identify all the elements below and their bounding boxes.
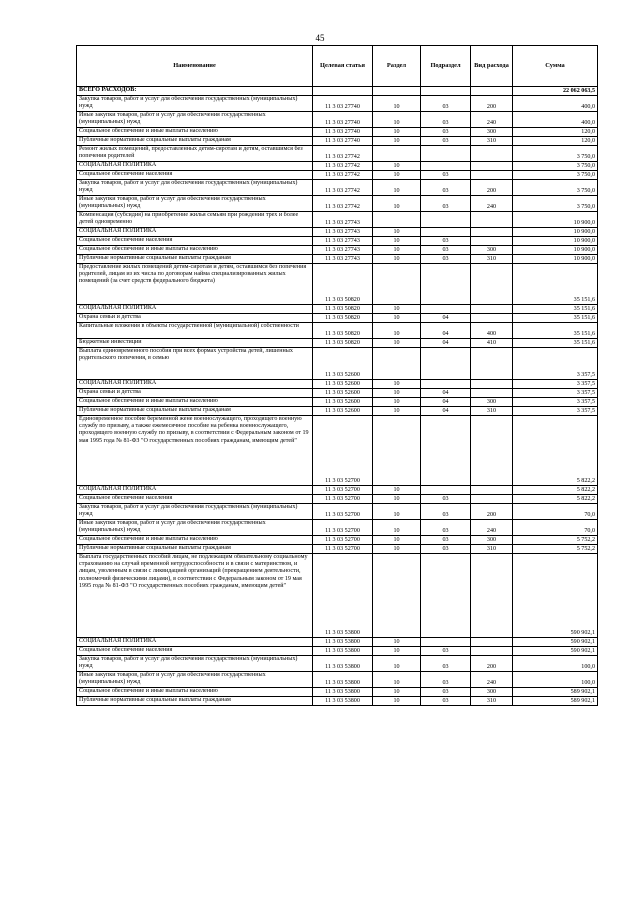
cell-amount: 589 902,1	[513, 697, 598, 706]
cell-amount: 35 151,6	[513, 314, 598, 323]
cell-subsection: 04	[421, 323, 471, 339]
table-row	[77, 407, 598, 416]
cell-article: 11 3 03 52600	[313, 380, 373, 389]
cell-section: 10	[373, 407, 421, 416]
cell-name: Социальное обеспечение населения	[77, 237, 313, 246]
cell-section	[373, 264, 421, 305]
table-row	[77, 96, 598, 112]
cell-subsection: 03	[421, 171, 471, 180]
cell-section: 10	[373, 323, 421, 339]
cell-subsection: 03	[421, 504, 471, 520]
table-row	[77, 688, 598, 697]
table-row	[77, 196, 598, 212]
cell-article: 11 3 03 52700	[313, 495, 373, 504]
cell-expense-type: 310	[471, 255, 513, 264]
cell-section: 10	[373, 162, 421, 171]
cell-article: 11 3 03 27742	[313, 146, 373, 162]
cell-name: Социальное обеспечение населения	[77, 647, 313, 656]
cell-section: 10	[373, 314, 421, 323]
cell-expense-type: 200	[471, 656, 513, 672]
cell-article: 11 3 03 53800	[313, 688, 373, 697]
table-row	[77, 162, 598, 171]
cell-name: Иные закупки товаров, работ и услуг для обеспечения государственных (муниципальных) нужд	[77, 196, 313, 212]
cell-expense-type: 200	[471, 504, 513, 520]
table-row	[77, 389, 598, 398]
cell-amount: 120,0	[513, 137, 598, 146]
cell-article: 11 3 03 27743	[313, 255, 373, 264]
cell-subsection	[421, 348, 471, 380]
cell-subsection: 04	[421, 339, 471, 348]
cell-section	[373, 348, 421, 380]
cell-name: Закупка товаров, работ и услуг для обеспечения государственных (муниципальных) нужд	[77, 180, 313, 196]
cell-name: СОЦИАЛЬНАЯ ПОЛИТИКА	[77, 228, 313, 237]
cell-amount: 3 750,0	[513, 171, 598, 180]
cell-subsection	[421, 264, 471, 305]
table-row	[77, 697, 598, 706]
cell-amount: 3 750,0	[513, 180, 598, 196]
table-row	[77, 228, 598, 237]
table-row	[77, 255, 598, 264]
cell-subsection	[421, 638, 471, 647]
cell-subsection	[421, 162, 471, 171]
table-header-row	[77, 46, 598, 87]
cell-expense-type: 300	[471, 536, 513, 545]
cell-name: Социальное обеспечение и иные выплаты населению	[77, 128, 313, 137]
cell-subsection	[421, 486, 471, 495]
cell-section: 10	[373, 137, 421, 146]
cell-subsection	[421, 416, 471, 486]
cell-expense-type: 300	[471, 128, 513, 137]
cell-article: 11 3 03 50820	[313, 264, 373, 305]
cell-expense-type: 310	[471, 697, 513, 706]
cell-expense-type	[471, 314, 513, 323]
cell-article: 11 3 03 50820	[313, 339, 373, 348]
cell-expense-type: 200	[471, 180, 513, 196]
cell-subsection	[421, 554, 471, 638]
cell-amount: 5 752,2	[513, 545, 598, 554]
cell-expense-type: 240	[471, 520, 513, 536]
cell-article: 11 3 03 27743	[313, 246, 373, 255]
cell-name: Ремонт жилых помещений, предоставленных детям-сиротам и детям, оставшимся без попечения родителей	[77, 146, 313, 162]
cell-subsection	[421, 146, 471, 162]
cell-subsection	[421, 228, 471, 237]
cell-name: Публичные нормативные социальные выплаты гражданам	[77, 407, 313, 416]
cell-amount: 5 752,2	[513, 536, 598, 545]
cell-article: 11 3 03 27743	[313, 228, 373, 237]
cell-expense-type: 300	[471, 688, 513, 697]
cell-amount: 35 151,6	[513, 264, 598, 305]
cell-name: СОЦИАЛЬНАЯ ПОЛИТИКА	[77, 305, 313, 314]
cell-section: 10	[373, 128, 421, 137]
table-row	[77, 380, 598, 389]
cell-expense-type	[471, 554, 513, 638]
cell-name: Компенсация (субсидия) на приобретение жилья семьям при рождении трех и более детей одновременно	[77, 212, 313, 228]
cell-section: 10	[373, 697, 421, 706]
cell-section: 10	[373, 545, 421, 554]
cell-amount: 35 151,6	[513, 305, 598, 314]
cell-expense-type	[471, 171, 513, 180]
cell-article: 11 3 03 27742	[313, 171, 373, 180]
cell-amount: 10 900,0	[513, 212, 598, 228]
cell-name: Предоставление жилых помещений детям-сиротам и детям, оставшимся без попечения родителей, лицам из их числа по договорам найма специализированных жилых помещений (за счет средств федерального бюджета)	[77, 264, 313, 305]
table-row	[77, 212, 598, 228]
cell-section: 10	[373, 255, 421, 264]
cell-article: 11 3 03 27740	[313, 96, 373, 112]
cell-section: 10	[373, 228, 421, 237]
cell-article: 11 3 03 53800	[313, 672, 373, 688]
cell-subsection: 03	[421, 112, 471, 128]
cell-name: ВСЕГО РАСХОДОВ:	[77, 87, 313, 96]
cell-amount: 3 357,5	[513, 407, 598, 416]
cell-subsection: 03	[421, 180, 471, 196]
cell-subsection: 03	[421, 536, 471, 545]
table-row	[77, 171, 598, 180]
cell-name: Социальное обеспечение и иные выплаты населению	[77, 398, 313, 407]
cell-amount: 590 902,1	[513, 554, 598, 638]
cell-expense-type: 300	[471, 398, 513, 407]
cell-amount: 120,0	[513, 128, 598, 137]
cell-amount: 22 062 063,5	[513, 87, 598, 96]
cell-name: Иные закупки товаров, работ и услуг для обеспечения государственных (муниципальных) нужд	[77, 672, 313, 688]
cell-name: Охрана семьи и детства	[77, 389, 313, 398]
cell-expense-type	[471, 228, 513, 237]
cell-name: СОЦИАЛЬНАЯ ПОЛИТИКА	[77, 486, 313, 495]
cell-expense-type	[471, 380, 513, 389]
cell-name: Бюджетные инвестиции	[77, 339, 313, 348]
cell-subsection: 03	[421, 672, 471, 688]
cell-subsection: 03	[421, 137, 471, 146]
cell-subsection	[421, 305, 471, 314]
cell-subsection: 03	[421, 96, 471, 112]
cell-amount: 3 357,5	[513, 348, 598, 380]
table-row	[77, 128, 598, 137]
cell-expense-type	[471, 495, 513, 504]
cell-amount: 590 902,1	[513, 647, 598, 656]
cell-amount: 3 750,0	[513, 146, 598, 162]
cell-article: 11 3 03 53800	[313, 656, 373, 672]
cell-article: 11 3 03 52700	[313, 536, 373, 545]
cell-subsection: 04	[421, 314, 471, 323]
cell-section: 10	[373, 171, 421, 180]
cell-name: Социальное обеспечение и иные выплаты населению	[77, 246, 313, 255]
table-row	[77, 87, 598, 96]
cell-section: 10	[373, 486, 421, 495]
cell-subsection: 03	[421, 255, 471, 264]
cell-expense-type	[471, 237, 513, 246]
cell-expense-type	[471, 647, 513, 656]
cell-expense-type	[471, 638, 513, 647]
header-name: Наименование	[77, 46, 313, 87]
cell-name: Социальное обеспечение населения	[77, 171, 313, 180]
cell-section: 10	[373, 647, 421, 656]
cell-expense-type: 240	[471, 672, 513, 688]
cell-article: 11 3 03 27743	[313, 237, 373, 246]
cell-section: 10	[373, 96, 421, 112]
table-row	[77, 638, 598, 647]
cell-name: Закупка товаров, работ и услуг для обеспечения государственных (муниципальных) нужд	[77, 96, 313, 112]
cell-amount: 3 357,5	[513, 389, 598, 398]
cell-expense-type	[471, 264, 513, 305]
cell-amount: 3 750,0	[513, 196, 598, 212]
cell-name: Социальное обеспечение населения	[77, 495, 313, 504]
cell-amount: 10 900,0	[513, 246, 598, 255]
cell-subsection	[421, 212, 471, 228]
cell-amount: 35 151,6	[513, 339, 598, 348]
cell-name: Социальное обеспечение и иные выплаты населению	[77, 536, 313, 545]
cell-article: 11 3 03 27742	[313, 162, 373, 171]
cell-amount: 70,0	[513, 520, 598, 536]
cell-subsection: 03	[421, 237, 471, 246]
cell-article: 11 3 03 52700	[313, 486, 373, 495]
cell-section	[373, 416, 421, 486]
cell-amount: 5 822,2	[513, 495, 598, 504]
cell-name: Публичные нормативные социальные выплаты гражданам	[77, 545, 313, 554]
cell-section: 10	[373, 196, 421, 212]
cell-section: 10	[373, 688, 421, 697]
cell-name: Выплата единовременного пособия при всех формах устройства детей, лишенных родительского попечения, в семью	[77, 348, 313, 380]
cell-name: СОЦИАЛЬНАЯ ПОЛИТИКА	[77, 638, 313, 647]
table-row	[77, 486, 598, 495]
cell-subsection: 03	[421, 697, 471, 706]
cell-expense-type: 310	[471, 407, 513, 416]
cell-article: 11 3 03 52600	[313, 407, 373, 416]
cell-amount: 400,0	[513, 112, 598, 128]
cell-expense-type	[471, 87, 513, 96]
cell-section	[373, 87, 421, 96]
table-row	[77, 536, 598, 545]
cell-article: 11 3 03 27742	[313, 180, 373, 196]
cell-section	[373, 212, 421, 228]
table-row	[77, 348, 598, 380]
cell-subsection: 03	[421, 495, 471, 504]
cell-article: 11 3 03 27743	[313, 212, 373, 228]
cell-article: 11 3 03 53800	[313, 554, 373, 638]
cell-article: 11 3 03 50820	[313, 314, 373, 323]
cell-amount: 400,0	[513, 96, 598, 112]
cell-section: 10	[373, 504, 421, 520]
cell-section: 10	[373, 380, 421, 389]
cell-article: 11 3 03 27740	[313, 128, 373, 137]
cell-amount: 3 750,0	[513, 162, 598, 171]
cell-subsection	[421, 380, 471, 389]
table-row	[77, 323, 598, 339]
cell-section: 10	[373, 638, 421, 647]
cell-section: 10	[373, 536, 421, 545]
cell-article: 11 3 03 50820	[313, 323, 373, 339]
cell-expense-type	[471, 348, 513, 380]
cell-section: 10	[373, 237, 421, 246]
table-row	[77, 672, 598, 688]
cell-amount: 100,0	[513, 656, 598, 672]
cell-subsection: 03	[421, 656, 471, 672]
table-body	[77, 87, 598, 706]
cell-subsection: 04	[421, 398, 471, 407]
cell-amount: 10 900,0	[513, 255, 598, 264]
cell-expense-type: 240	[471, 196, 513, 212]
cell-subsection: 03	[421, 196, 471, 212]
cell-expense-type	[471, 305, 513, 314]
cell-section: 10	[373, 305, 421, 314]
table-row	[77, 545, 598, 554]
cell-section	[373, 146, 421, 162]
header-section: Раздел	[373, 46, 421, 87]
table-row	[77, 520, 598, 536]
table-row	[77, 112, 598, 128]
cell-section: 10	[373, 656, 421, 672]
cell-name: Социальное обеспечение и иные выплаты населению	[77, 688, 313, 697]
cell-article: 11 3 03 52700	[313, 416, 373, 486]
cell-expense-type	[471, 162, 513, 171]
cell-amount: 35 151,6	[513, 323, 598, 339]
cell-name: Выплата государственных пособий лицам, не подлежащим обязательному социальному страхованию на случай временной нетрудоспособности и в связи с материнством, и лицам, уволенным в связи с ликвидацией организаций (прекращением деятельности, полномочий физическими лицами), в соответствии с Федеральным законом от 19 мая 1995 года № 81-ФЗ "О государственных пособиях гражданам, имеющим детей"	[77, 554, 313, 638]
cell-article: 11 3 03 52700	[313, 520, 373, 536]
cell-amount: 5 822,2	[513, 416, 598, 486]
cell-subsection: 03	[421, 545, 471, 554]
cell-subsection	[421, 87, 471, 96]
cell-subsection: 03	[421, 688, 471, 697]
table-row	[77, 305, 598, 314]
cell-section: 10	[373, 672, 421, 688]
cell-section: 10	[373, 495, 421, 504]
cell-expense-type: 300	[471, 246, 513, 255]
header-article: Целевая статья	[313, 46, 373, 87]
table-row	[77, 504, 598, 520]
cell-amount: 100,0	[513, 672, 598, 688]
cell-subsection: 04	[421, 407, 471, 416]
cell-amount: 5 822,2	[513, 486, 598, 495]
cell-expense-type: 310	[471, 137, 513, 146]
cell-article: 11 3 03 50820	[313, 305, 373, 314]
cell-amount: 10 900,0	[513, 237, 598, 246]
page-number: 45	[315, 33, 325, 43]
cell-section: 10	[373, 112, 421, 128]
cell-article: 11 3 03 53800	[313, 647, 373, 656]
cell-section: 10	[373, 398, 421, 407]
table-row	[77, 398, 598, 407]
cell-amount: 3 357,5	[513, 380, 598, 389]
cell-expense-type: 310	[471, 545, 513, 554]
cell-article: 11 3 03 27742	[313, 196, 373, 212]
cell-article: 11 3 03 52600	[313, 389, 373, 398]
cell-amount: 590 902,1	[513, 638, 598, 647]
cell-name: Публичные нормативные социальные выплаты гражданам	[77, 255, 313, 264]
cell-name: Публичные нормативные социальные выплаты гражданам	[77, 137, 313, 146]
table-row	[77, 554, 598, 638]
cell-expense-type: 400	[471, 323, 513, 339]
cell-subsection: 03	[421, 647, 471, 656]
cell-name: Капитальные вложения в объекты государственной (муниципальной) собственности	[77, 323, 313, 339]
cell-article	[313, 87, 373, 96]
cell-article: 11 3 03 52700	[313, 545, 373, 554]
cell-name: Закупка товаров, работ и услуг для обеспечения государственных (муниципальных) нужд	[77, 656, 313, 672]
cell-name: СОЦИАЛЬНАЯ ПОЛИТИКА	[77, 162, 313, 171]
cell-subsection: 03	[421, 128, 471, 137]
cell-article: 11 3 03 53800	[313, 697, 373, 706]
header-amount: Сумма	[513, 46, 598, 87]
cell-name: СОЦИАЛЬНАЯ ПОЛИТИКА	[77, 380, 313, 389]
cell-name: Публичные нормативные социальные выплаты гражданам	[77, 697, 313, 706]
budget-table	[76, 45, 598, 706]
cell-section: 10	[373, 339, 421, 348]
cell-article: 11 3 03 52600	[313, 398, 373, 407]
table-row	[77, 339, 598, 348]
table-row	[77, 146, 598, 162]
cell-section	[373, 554, 421, 638]
cell-amount: 70,0	[513, 504, 598, 520]
cell-expense-type	[471, 416, 513, 486]
table-row	[77, 416, 598, 486]
cell-expense-type: 240	[471, 112, 513, 128]
cell-expense-type	[471, 486, 513, 495]
table-row	[77, 656, 598, 672]
cell-article: 11 3 03 53800	[313, 638, 373, 647]
cell-amount: 3 357,5	[513, 398, 598, 407]
cell-amount: 10 900,0	[513, 228, 598, 237]
cell-subsection: 03	[421, 520, 471, 536]
cell-section: 10	[373, 180, 421, 196]
table-row	[77, 495, 598, 504]
table-row	[77, 237, 598, 246]
header-subsection: Подраздел	[421, 46, 471, 87]
cell-section: 10	[373, 246, 421, 255]
cell-name: Иные закупки товаров, работ и услуг для обеспечения государственных (муниципальных) нужд	[77, 520, 313, 536]
cell-subsection: 03	[421, 246, 471, 255]
cell-article: 11 3 03 27740	[313, 137, 373, 146]
cell-expense-type	[471, 389, 513, 398]
cell-name: Охрана семьи и детства	[77, 314, 313, 323]
table-row	[77, 264, 598, 305]
table-row	[77, 180, 598, 196]
cell-article: 11 3 03 27740	[313, 112, 373, 128]
cell-article: 11 3 03 52700	[313, 504, 373, 520]
cell-amount: 589 902,1	[513, 688, 598, 697]
cell-section: 10	[373, 389, 421, 398]
cell-name: Иные закупки товаров, работ и услуг для обеспечения государственных (муниципальных) нужд	[77, 112, 313, 128]
cell-section: 10	[373, 520, 421, 536]
header-expense-type: Вид расхода	[471, 46, 513, 87]
cell-expense-type	[471, 212, 513, 228]
table-row	[77, 647, 598, 656]
cell-article: 11 3 03 52600	[313, 348, 373, 380]
table-row	[77, 314, 598, 323]
cell-subsection: 04	[421, 389, 471, 398]
table-row	[77, 246, 598, 255]
table-row	[77, 137, 598, 146]
cell-name: Закупка товаров, работ и услуг для обеспечения государственных (муниципальных) нужд	[77, 504, 313, 520]
cell-expense-type: 200	[471, 96, 513, 112]
cell-name: Единовременное пособие беременной жене военнослужащего, проходящего военную службу по призыву, а также ежемесячное пособие на ребенка военнослужащего, проходящего военную службу по призыву, в соответствии с Федеральным законом от 19 мая 1995 года № 81-ФЗ "О государственных пособиях гражданам, имеющим детей"	[77, 416, 313, 486]
cell-expense-type	[471, 146, 513, 162]
cell-expense-type: 410	[471, 339, 513, 348]
